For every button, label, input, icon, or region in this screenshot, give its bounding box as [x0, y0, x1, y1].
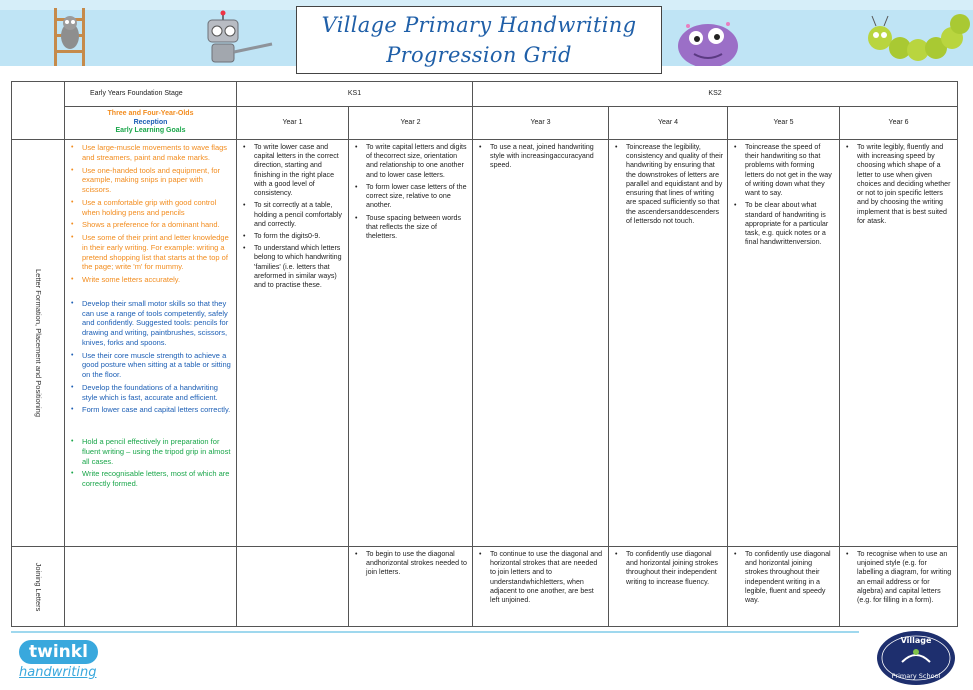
y3-joining-item: • To continue to use the diagonal and horizontal strokes that are needed to join letters and to understandwhichletters, when adjacent to one another, are best left unjoined. [477, 550, 604, 605]
y1-formation-item: • To form the digits0-9. [241, 232, 344, 241]
y1-formation-cell [237, 140, 349, 547]
y5-formation-item: • Toincrease the speed of their handwriting so that problems with forming letters do not get in the way of writing down what they want to say. [732, 143, 835, 198]
y4-joining-item: • To confidently use diagonal and horizontal joining strokes throughout their independent writing to increase fluency. [613, 550, 723, 587]
y3-formation-cell [473, 140, 609, 547]
eyfs-orange-item: • Shows a preference for a dominant hand. [69, 220, 232, 230]
caterpillar-icon [862, 8, 970, 66]
progression-grid [11, 81, 958, 627]
y5-formation-cell [728, 140, 840, 547]
eyfs-formation-cell [65, 140, 237, 547]
school-name-top: Village [900, 636, 932, 645]
y2-formation-item: • Touse spacing between words that reflects the size of theletters. [353, 214, 468, 242]
robot-icon [200, 10, 282, 66]
y5-joining-item: • To confidently use diagonal and horizontal joining strokes throughout their independent writing in a legible, fluent and speedy way. [732, 550, 835, 605]
eyfs-header: Early Years Foundation Stage [65, 82, 237, 107]
y5-joining-cell [728, 547, 840, 627]
formation-row-label-cell [12, 140, 65, 547]
age-elg: Early Learning Goals [115, 127, 186, 135]
y2-formation-item: • To form lower case letters of the correct size, relative to one another. [353, 183, 468, 211]
y6-formation-cell [840, 140, 958, 547]
eyfs-orange-item: • Use large-muscle movements to wave flags and streamers, paint and make marks. [69, 143, 232, 163]
y5-formation-item: • To be clear about what standard of handwriting is appropriate for a particular task, e.g. quick notes or a final handwrittenversion. [732, 201, 835, 247]
joining-row [12, 547, 958, 627]
school-name-bottom: Primary School [891, 672, 941, 680]
ks2-header: KS2 [473, 82, 958, 107]
header-row-stage [12, 82, 958, 107]
formation-row [12, 140, 958, 547]
year-1-header: Year 1 [237, 107, 349, 140]
corner-cell [12, 82, 65, 140]
y3-joining-cell [473, 547, 609, 627]
ks1-header: KS1 [237, 82, 473, 107]
school-badge-icon [876, 630, 956, 686]
y1-joining-cell [237, 547, 349, 627]
y2-joining-cell [349, 547, 473, 627]
eyfs-joining-cell [65, 547, 237, 627]
y4-formation-cell [609, 140, 728, 547]
joining-row-label-cell [12, 547, 65, 627]
joining-row-label: Joining Letters [33, 562, 43, 611]
year-5-header: Year 5 [728, 107, 840, 140]
y6-formation-item: • To write legibly, fluently and with increasing speed by choosing which shape of a letter to use when given choices and deciding whether or not to join specific letters and by choosing the writing implement that is best suited for atask. [844, 143, 953, 226]
eyfs-blue-item: • Use their core muscle strength to achieve a good posture when sitting at a table or sitting on the floor. [69, 351, 232, 380]
spacer [65, 418, 236, 434]
y4-joining-cell [609, 547, 728, 627]
title-box [296, 6, 662, 74]
eyfs-green-item: • Hold a pencil effectively in preparation for fluent writing – using the tripod grip in almost all cases. [69, 437, 232, 466]
formation-row-label: Letter Formation, Placement and Positioning [33, 269, 43, 417]
eyfs-blue-item: • Develop their small motor skills so that they can use a range of tools competently, safely and confidently. Suggested tools: pencils for drawing and writing, paintbrushes, scissors, knives, forks and spoons. [69, 299, 232, 348]
eyfs-blue-item: • Develop the foundations of a handwriting style which is fast, accurate and efficient. [69, 383, 232, 403]
year-4-header: Year 4 [609, 107, 728, 140]
y4-formation-item: • Toincrease the legibility, consistency and quality of their handwriting by ensuring that the downstrokes of letters are parallel and equidistant and by ensuring that lines of writing are spaced sufficiently so that the ascendersanddescenders of lettersdo not touch. [613, 143, 723, 226]
y1-formation-item: • To sit correctly at a table, holding a pencil comfortably and correctly. [241, 201, 344, 229]
y2-joining-item: • To begin to use the diagonal andhorizontal strokes needed to join letters. [353, 550, 468, 578]
twinkl-wordmark: twinkl [19, 640, 98, 664]
age-reception: Reception [133, 118, 168, 126]
eyfs-age-cell [65, 107, 237, 140]
twinkl-logo [19, 640, 98, 680]
y1-formation-item: • To understand which letters belong to which handwriting 'families' (i.e. letters that areformed in similar ways) and to practise these. [241, 244, 344, 290]
year-2-header: Year 2 [349, 107, 473, 140]
eyfs-green-item: • Write recognisable letters, most of which are correctly formed. [69, 469, 232, 489]
lemur-ladder-icon [52, 8, 92, 66]
footer-divider [11, 631, 859, 633]
age-three-four: Three and Four-Year-Olds [107, 109, 194, 117]
y1-formation-item: • To write lower case and capital letters in the correct direction, starting and finishing in the right place with a good level of consistency. [241, 143, 344, 198]
eyfs-orange-item: • Use some of their print and letter knowledge in their early writing. For example: writing a pretend shopping list that starts at the top of the page; write 'm' for mummy. [69, 233, 232, 272]
monster-icon [672, 12, 746, 66]
spacer [65, 288, 236, 296]
title-line-1: Village Primary Handwriting [321, 13, 637, 37]
year-3-header: Year 3 [473, 107, 609, 140]
handwriting-wordmark: handwriting [19, 665, 97, 680]
eyfs-orange-item: • Use one-handed tools and equipment, for example, making snips in paper with scissors. [69, 166, 232, 195]
title-line-2: Progression Grid [386, 43, 572, 67]
year-6-header: Year 6 [840, 107, 958, 140]
header-row-years [12, 107, 958, 140]
y3-formation-item: • To use a neat, joined handwriting style with increasingaccuracyand speed. [477, 143, 604, 171]
y2-formation-cell [349, 140, 473, 547]
eyfs-blue-item: • Form lower case and capital letters correctly. [69, 405, 232, 415]
y6-joining-cell [840, 547, 958, 627]
eyfs-orange-item: • Write some letters accurately. [69, 275, 232, 285]
y6-joining-item: • To recognise when to use an unjoined style (e.g. for labelling a diagram, for writing an email address or for algebra) and capital letters (e.g. for filling in a form). [844, 550, 953, 605]
eyfs-orange-item: • Use a comfortable grip with good control when holding pens and pencils [69, 198, 232, 218]
y2-formation-item: • To write capital letters and digits of thecorrect size, orientation and relationship to one another and to lower case letters. [353, 143, 468, 180]
